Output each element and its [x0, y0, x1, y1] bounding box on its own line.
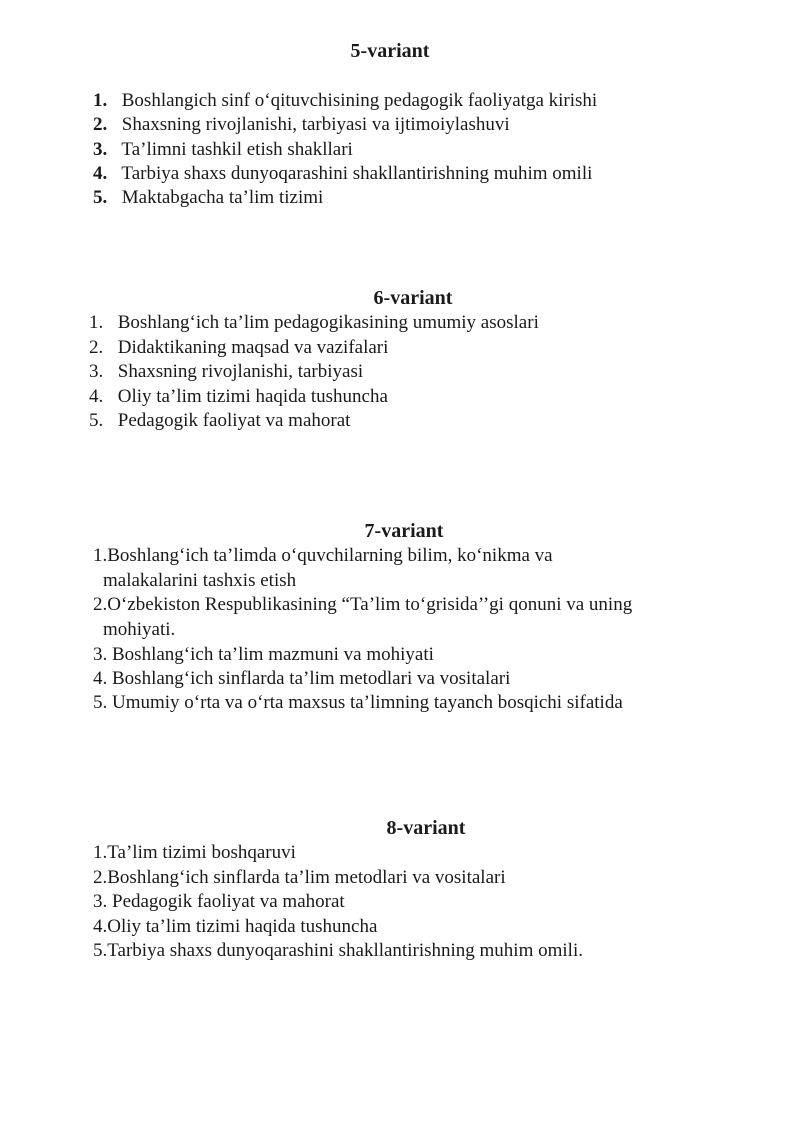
- variant-6-item: [89, 409, 350, 433]
- item-text: Boshlangich sinf o‘qituvchisining pedagogik faoliyatga kirishi: [121, 90, 598, 111]
- variant-7-item-continuation: mohiyati.: [103, 619, 176, 640]
- variant-6-item: [89, 385, 388, 409]
- item-number: 2.: [89, 337, 104, 358]
- variant-6-title: 6-variant: [373, 287, 453, 309]
- variant-6-item: [89, 360, 363, 384]
- item-text: Shaxsning rivojlanishi, tarbiyasi va ijtimoiylashuvi: [121, 114, 510, 135]
- item-number: 4.: [93, 163, 108, 184]
- variant-5-item: [93, 138, 353, 162]
- variant-5-item: [93, 186, 323, 210]
- variant-8-item: 1.Ta’lim tizimi boshqaruvi: [93, 842, 296, 863]
- item-text: Ta’limni tashkil etish shakllari: [121, 139, 353, 160]
- variant-8-item: 2.Boshlang‘ich sinflarda ta’lim metodlari va vositalari: [93, 867, 506, 888]
- item-text: Maktabgacha ta’lim tizimi: [121, 187, 324, 208]
- variant-8-item: 5.Tarbiya shaxs dunyoqarashini shakllantirishning muhim omili.: [93, 940, 583, 961]
- item-number: 1.: [89, 312, 104, 333]
- item-number: 5.: [93, 187, 108, 208]
- item-text: Didaktikaning maqsad va vazifalari: [117, 337, 389, 358]
- variant-7-item: 4. Boshlang‘ich sinflarda ta’lim metodlari va vositalari: [93, 668, 511, 689]
- variant-6-item: [89, 311, 539, 335]
- variant-5-item: [93, 113, 510, 137]
- variant-8-item: 3. Pedagogik faoliyat va mahorat: [93, 891, 345, 912]
- variant-5-title: 5-variant: [350, 40, 430, 62]
- variant-7-item-continuation: malakalarini tashxis etish: [103, 570, 297, 591]
- variant-8-item: 4.Oliy ta’lim tizimi haqida tushuncha: [93, 916, 378, 937]
- item-text: Pedagogik faoliyat va mahorat: [117, 410, 351, 431]
- variant-7-item: 3. Boshlang‘ich ta’lim mazmuni va mohiyati: [93, 644, 434, 665]
- variant-5-item: [93, 162, 592, 186]
- item-number: 2.: [93, 114, 108, 135]
- item-text: Oliy ta’lim tizimi haqida tushuncha: [117, 386, 388, 407]
- variant-7-item: 5. Umumiy o‘rta va o‘rta maxsus ta’limning tayanch bosqichi sifatida: [93, 692, 623, 713]
- variant-6-item: [89, 336, 388, 360]
- variant-7-item: 2.O‘zbekiston Respublikasining “Ta’lim to‘grisida’’gi qonuni va uning: [93, 594, 633, 615]
- item-number: 4.: [89, 386, 104, 407]
- item-number: 5.: [89, 410, 104, 431]
- variant-7-item: 1.Boshlang‘ich ta’limda o‘quvchilarning bilim, ko‘nikma va: [93, 545, 553, 566]
- item-text: Boshlang‘ich ta’lim pedagogikasining umumiy asoslari: [117, 312, 539, 333]
- item-text: Tarbiya shaxs dunyoqarashini shakllantirishning muhim omili: [121, 163, 593, 184]
- variant-5-item: [93, 89, 597, 113]
- variant-7-title: 7-variant: [364, 520, 444, 542]
- item-number: 3.: [93, 139, 108, 160]
- item-text: Shaxsning rivojlanishi, tarbiyasi: [117, 361, 364, 382]
- item-number: 3.: [89, 361, 104, 382]
- variant-8-title: 8-variant: [386, 817, 466, 839]
- item-number: 1.: [93, 90, 108, 111]
